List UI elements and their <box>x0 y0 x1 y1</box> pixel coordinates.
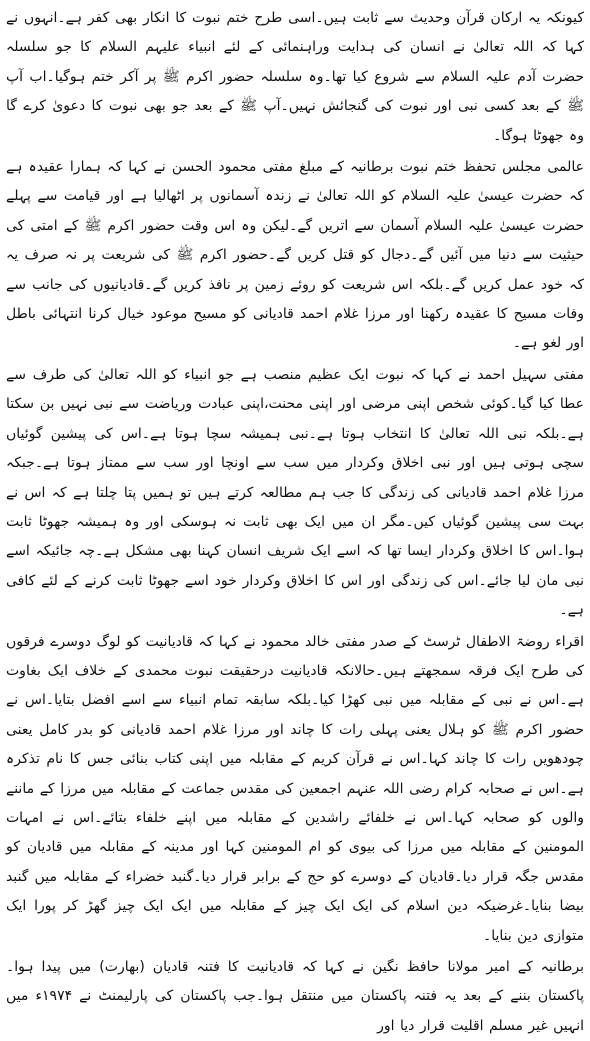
paragraph-khatm-e-nubuwwat: کیونکہ یہ ارکان قرآن وحدیث سے ثابت ہیں۔اسی طرح ختم نبوت کا انکار بھی کفر ہے۔انہوں نے کہا کہ اللہ تعالیٰ نے انسان کی ہدایت وراہنمائی کے لئے انبیاء علیہم السلام کا جو سلسلہ حضرت آدم علیہ السلام سے شروع کیا تھا۔وہ سلسلہ حضور اکرم ﷺ پر آکر ختم ہوگیا۔اب آپ ﷺ کے بعد کسی نبی اور نبوت کی گنجائش نہیں۔آپ ﷺ کے بعد جو بھی نبوت کا دعویٰ کرے گا وہ جھوٹا ہوگا۔ <box>6 10 584 144</box>
paragraph-maulana-hafiz-nageen: برطانیہ کے امیر مولانا حافظ نگین نے کہا کہ قادیانیت کا فتنہ قادیان (بھارت) میں پیدا ہوا۔پاکستان بننے کے بعد یہ فتنہ پاکستان میں منتقل ہوا۔جب پاکستان کی پارلیمنٹ نے ۱۹۷۴ء میں انہیں غیر مسلم اقلیت قرار دیا اور <box>6 959 584 1034</box>
paragraph-mufti-sohail-ahmad: مفتی سہیل احمد نے کہا کہ نبوت ایک عظیم منصب ہے جو انبیاء کو اللہ تعالیٰ کی طرف سے عطا کیا گیا۔کوئی شخص اپنی مرضی اور اپنی محنت،اپنی عبادت وریاضت سے نبی نہیں بن سکتا ہے۔بلکہ نبی اللہ تعالیٰ کا انتخاب ہوتا ہے۔نبی ہمیشہ سچا ہوتا ہے۔اس کی پیشین گوئیاں سچی ہوتی ہیں اور نبی اخلاق وکردار میں سب سے اونچا اور سب سے ممتاز ہوتا ہے۔جبکہ مرزا غلام احمد قادیانی کی زندگی کا جب ہم مطالعہ کرتے ہیں تو ہمیں پتا چلتا ہے کہ اس نے بہت سی پیشین گوئیاں کیں۔مگر ان میں ایک بھی ثابت نہ ہوسکی اور وہ ہمیشہ جھوٹا ثابت ہوا۔اس کا اخلاق وکردار ایسا تھا کہ اسے ایک شریف انسان کہنا بھی مشکل ہے۔چہ جائیکہ اسے نبی مان لیا جائے۔اس کی زندگی اور اس کا اخلاق وکردار خود اسے جھوٹا ثابت کرنے کے لئے کافی ہے۔ <box>6 366 584 619</box>
paragraph-mufti-mahmood-ul-hassan: عالمی مجلس تحفظ ختم نبوت برطانیہ کے مبلغ مفتی محمود الحسن نے کہا کہ ہمارا عقیدہ ہے کہ حضرت عیسیٰ علیہ السلام کو اللہ تعالیٰ نے زندہ آسمانوں پر اٹھالیا ہے اور قیامت سے پہلے حضرت عیسیٰ علیہ السلام آسمان سے اتریں گے۔لیکن وہ اس وقت حضور اکرم ﷺ کے امتی کی حیثیت سے دنیا میں آئیں گے۔دجال کو قتل کریں گے۔حضور اکرم ﷺ کی شریعت پر نہ صرف یہ کہ خود عمل کریں گے۔بلکہ اس شریعت کو روئے زمین پر نافذ کریں گے۔قادیانیوں کی جانب سے وفات مسیح کا عقیدہ رکھنا اور مرزا غلام احمد قادیانی کو مسیح موعود خیال کرنا انتہائی باطل اور لغو ہے۔ <box>6 159 584 352</box>
paragraph-mufti-khalid-mahmood: اقراء روضۃ الاطفال ٹرسٹ کے صدر مفتی خالد محمود نے کہا کہ قادیانیت کو لوگ دوسرے فرقوں کی طرح ایک فرقہ سمجھتے ہیں۔حالانکہ قادیانیت درحقیقت نبوت محمدی کے خلاف ایک بغاوت ہے۔اس نے نبی کے مقابلہ میں نبی کھڑا کیا۔بلکہ سابقہ تمام انبیاء سے اسے افضل بتایا۔اس نے حضور اکرم ﷺ کو ہلال یعنی پہلی رات کا چاند اور مرزا غلام احمد قادیانی کو بدر کامل یعنی چودھویں رات کا چاند کہا۔اس نے قرآن کریم کے مقابلہ میں اپنی کتاب بنائی جس کا نام تذکرہ ہے۔اس نے صحابہ کرام رضی اللہ عنہم اجمعین کی مقدس جماعت کے مقابلہ میں مرزا کے ماننے والوں کو صحابہ کہا۔اس نے خلفائے راشدین کے مقابلہ میں اپنے خلفاء بتائے۔اس نے امہات المومنین کے مقابلہ میں مرزا کی بیوی کو ام المومنین کہا اور مدینہ کے مقابلہ میں قادیان کو مقدس جگہ قرار دیا۔قادیان کے دوسرے کو حج کے برابر قرار دیا۔گنبد خضراء کے مقابلہ میں گنبد بیضا بنایا۔غرضیکہ دین اسلام کی ایک ایک چیز کے مقابلہ میں ایک ایک چیز گھڑ کر پورا ایک متوازی دین بنایا۔ <box>6 633 584 944</box>
